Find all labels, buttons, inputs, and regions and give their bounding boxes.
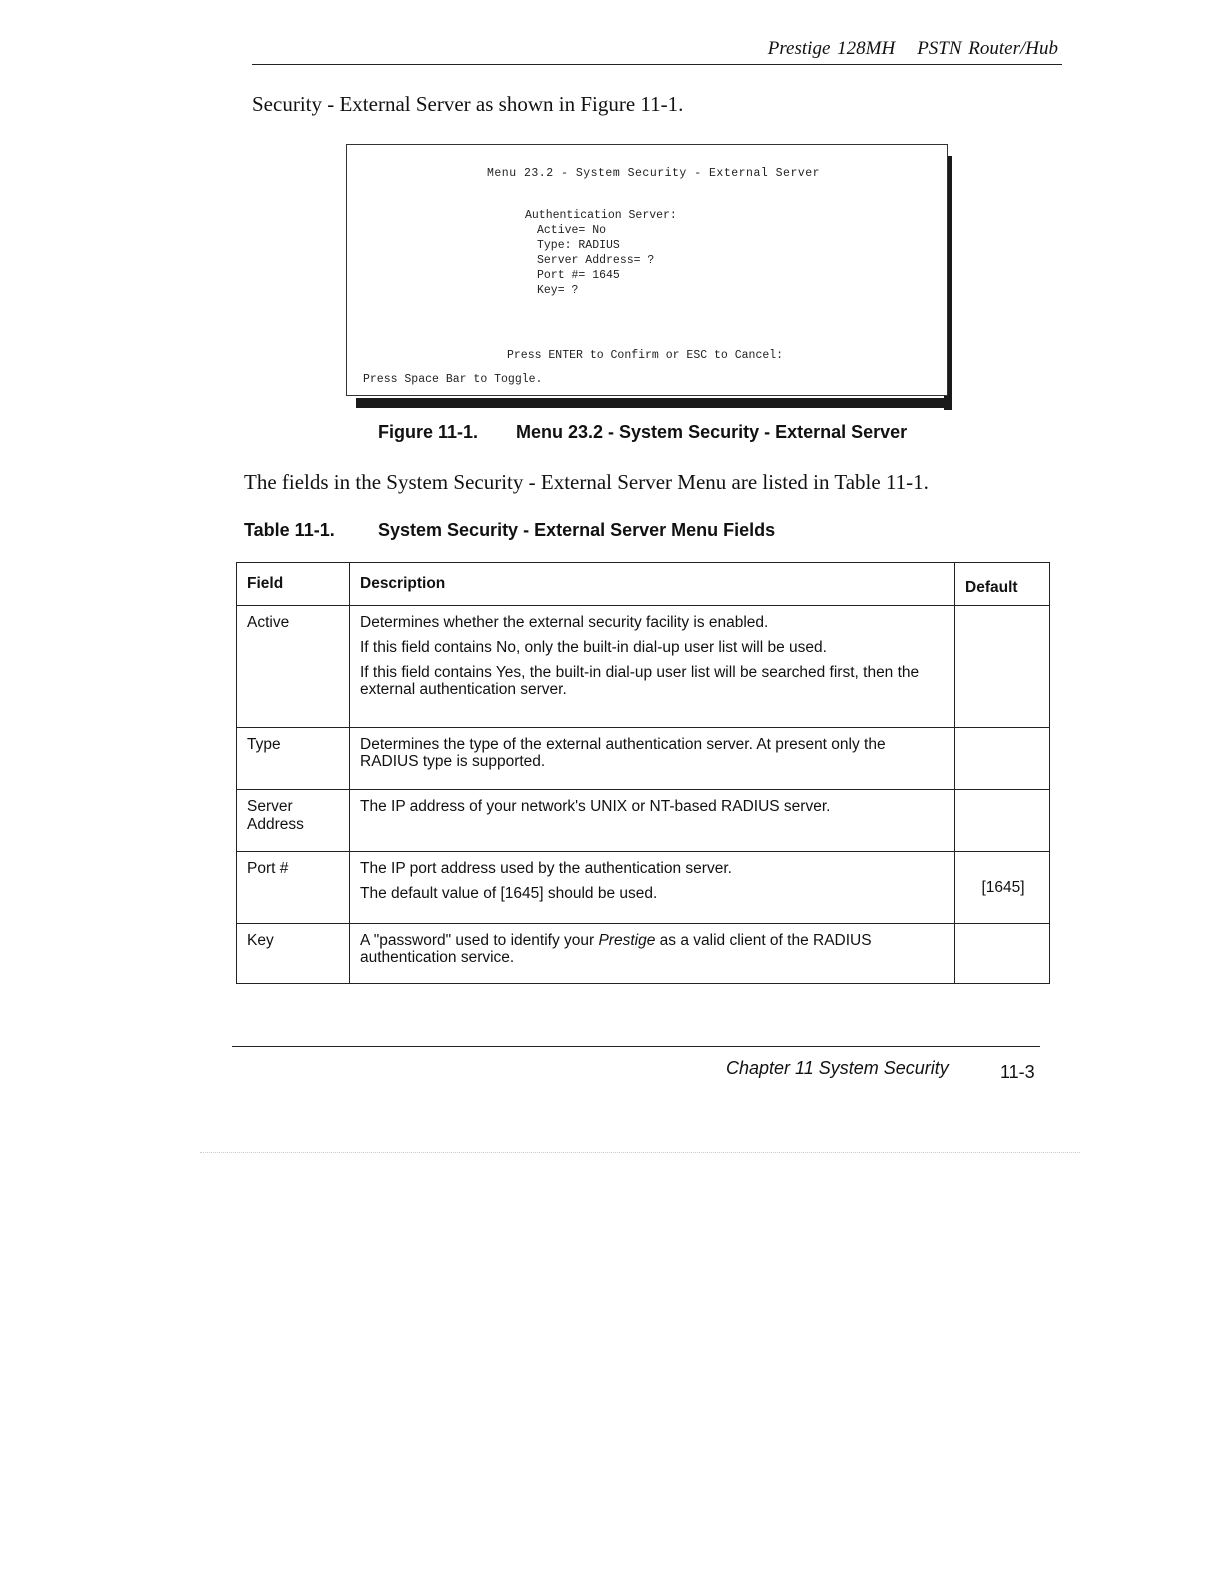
field-name: Server Address bbox=[237, 790, 350, 852]
screen-field-key: Key= ? bbox=[537, 284, 579, 297]
field-default bbox=[955, 606, 1050, 728]
field-description bbox=[350, 606, 955, 728]
screen-shadow-bottom bbox=[356, 398, 952, 408]
field-name: Port # bbox=[237, 852, 350, 924]
screen-field-port: Port #= 1645 bbox=[537, 269, 620, 282]
field-default bbox=[955, 924, 1050, 984]
description-line: If this field contains Yes, the built-in dial-up user list will be searched first, then the external authentication server. bbox=[360, 664, 920, 698]
figure-number: Figure 11-1. bbox=[378, 422, 479, 442]
header-default: Default bbox=[955, 563, 1050, 606]
description-line: The default value of [1645] should be used. bbox=[360, 885, 658, 902]
table-row bbox=[237, 606, 1050, 728]
field-name: Key bbox=[237, 924, 350, 984]
fields-table bbox=[236, 562, 1050, 984]
table-header-row bbox=[237, 563, 1050, 606]
description-line bbox=[360, 932, 946, 966]
screen-auth-label: Authentication Server: bbox=[525, 209, 677, 222]
footer-page-number: 11-3 bbox=[1000, 1062, 1035, 1082]
description-line: The IP port address used by the authentication server. bbox=[360, 860, 732, 877]
table-number: Table 11-1. bbox=[244, 520, 335, 540]
header-field: Field bbox=[237, 563, 350, 606]
description-line: If this field contains No, only the built-in dial-up user list will be used. bbox=[360, 639, 827, 656]
field-default bbox=[955, 790, 1050, 852]
field-default bbox=[955, 728, 1050, 790]
key-desc-product: Prestige bbox=[598, 932, 656, 949]
screen-menu-title: Menu 23.2 - System Security - External Server bbox=[487, 167, 821, 180]
screen-field-server-address: Server Address= ? bbox=[537, 254, 655, 267]
table-row bbox=[237, 728, 1050, 790]
key-desc-after: as a valid client of the RADIUS authentication service. bbox=[360, 932, 872, 966]
table-title: System Security - External Server Menu Fields bbox=[378, 520, 776, 540]
table-caption bbox=[244, 520, 776, 541]
table-row bbox=[237, 790, 1050, 852]
header-description: Description bbox=[350, 563, 955, 606]
scan-artifact bbox=[200, 1152, 1080, 1155]
field-description bbox=[350, 852, 955, 924]
screen-hint: Press Space Bar to Toggle. bbox=[363, 373, 543, 386]
key-desc-before: A "password" used to identify your bbox=[360, 932, 599, 949]
screen-field-type: Type: RADIUS bbox=[537, 239, 620, 252]
body-paragraph: The fields in the System Security - External Server Menu are listed in Table 11-1. bbox=[244, 470, 929, 494]
header-subtitle: PSTN Router/Hub bbox=[917, 38, 1058, 59]
table-row bbox=[237, 924, 1050, 984]
header-product: Prestige 128MH bbox=[767, 38, 896, 59]
terminal-screen-figure bbox=[346, 144, 948, 396]
figure-title: Menu 23.2 - System Security - External Server bbox=[516, 422, 908, 442]
intro-text: Security - External Server as shown in Figure 11-1. bbox=[252, 92, 684, 116]
field-description bbox=[350, 728, 955, 790]
description-line: The IP address of your network's UNIX or NT-based RADIUS server. bbox=[360, 798, 831, 815]
figure-caption bbox=[378, 422, 908, 443]
footer-rule bbox=[232, 1046, 1040, 1047]
footer-chapter: Chapter 11 System Security bbox=[726, 1058, 949, 1078]
description-line: Determines whether the external security facility is enabled. bbox=[360, 614, 769, 631]
screen-prompt: Press ENTER to Confirm or ESC to Cancel: bbox=[507, 349, 784, 362]
table-row bbox=[237, 852, 1050, 924]
header-text bbox=[768, 38, 1058, 60]
description-line: Determines the type of the external authentication server. At present only the RADIUS type is supported. bbox=[360, 736, 886, 770]
field-description bbox=[350, 924, 955, 984]
field-description bbox=[350, 790, 955, 852]
header-rule bbox=[252, 64, 1062, 65]
field-default: [1645] bbox=[955, 852, 1050, 924]
field-name: Active bbox=[237, 606, 350, 728]
screen-field-active: Active= No bbox=[537, 224, 607, 237]
field-name: Type bbox=[237, 728, 350, 790]
